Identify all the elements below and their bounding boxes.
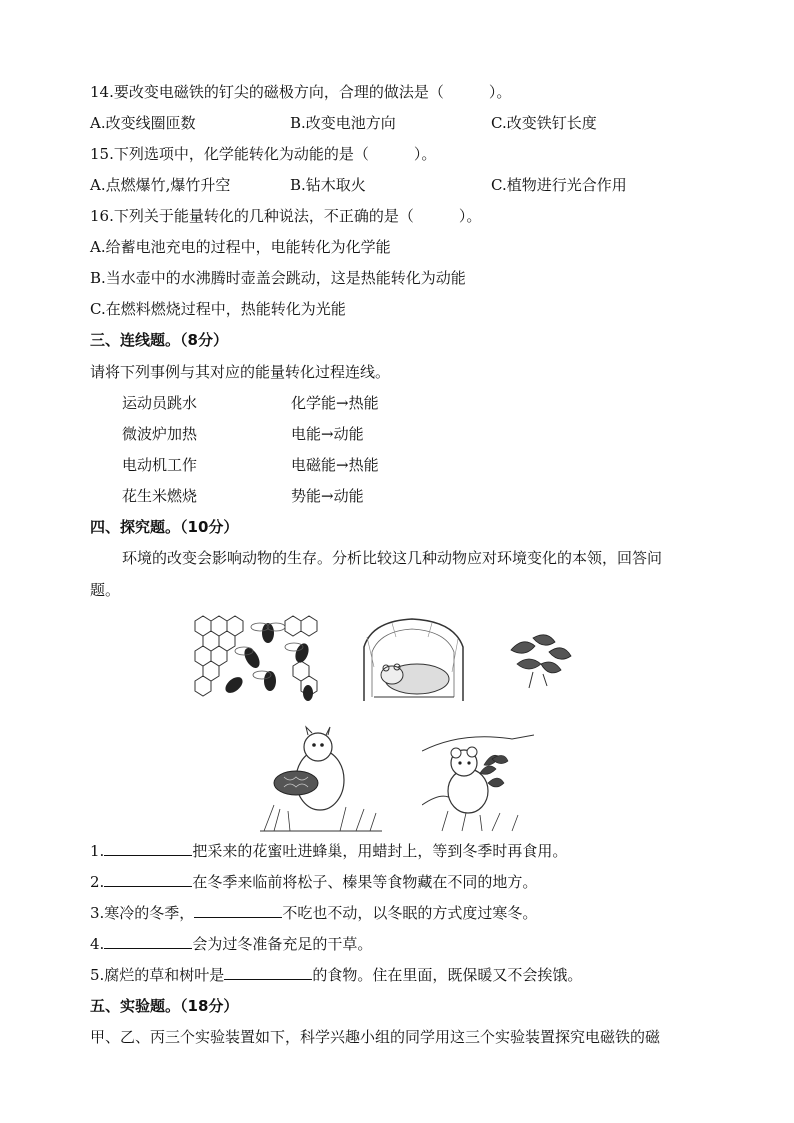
section5-title: 五、实验题。（18分） (90, 997, 239, 1015)
match-left-item: 电动机工作 (122, 456, 198, 474)
answer-blank-4[interactable] (104, 934, 192, 949)
item-4-prefix: 4. (90, 935, 105, 953)
answer-blank-2[interactable] (104, 872, 192, 887)
item-3-text: 不吃也不动，以冬眠的方式度过寒冬。 (282, 904, 538, 922)
section4-intro-line2: 题。 (90, 581, 121, 599)
pika-with-grass-illustration (422, 721, 534, 833)
q15-option-a: A.点燃爆竹,爆竹升空 (90, 176, 231, 194)
q16-option-a: A.给蓄电池充电的过程中，电能转化为化学能 (90, 238, 391, 256)
match-left-item: 运动员跳水 (122, 394, 198, 412)
match-right-item: 电能→动能 (291, 425, 364, 443)
section3-title: 三、连线题。（8分） (90, 331, 228, 349)
match-right-item: 电磁能→热能 (291, 456, 379, 474)
hibernating-bear-illustration (362, 617, 465, 702)
q16-stem: 16.下列关于能量转化的几种说法，不正确的是（ ）。 (90, 207, 482, 225)
q16-option-c: C.在燃料燃烧过程中，热能转化为光能 (90, 300, 346, 318)
item-2-text: 在冬季来临前将松子、榛果等食物藏在不同的地方。 (192, 873, 538, 891)
item-4-text: 会为过冬准备充足的干草。 (192, 935, 373, 953)
dead-leaves-illustration (503, 628, 575, 690)
item-3-prefix: 3.寒冷的冬季， (90, 904, 195, 922)
q15-stem: 15.下列选项中，化学能转化为动能的是（ ）。 (90, 145, 437, 163)
answer-blank-1[interactable] (104, 841, 192, 856)
fill-in-item-3 (90, 903, 537, 923)
q15-option-c: C.植物进行光合作用 (491, 176, 627, 194)
answer-blank-5[interactable] (224, 965, 312, 980)
match-left-item: 微波炉加热 (122, 425, 198, 443)
fill-in-item-4 (90, 934, 372, 954)
answer-blank-3[interactable] (194, 903, 282, 918)
q16-option-b: B.当水壶中的水沸腾时壶盖会跳动，这是热能转化为动能 (90, 269, 466, 287)
q14-option-a: A.改变线圈匝数 (90, 114, 196, 132)
fill-in-item-2 (90, 872, 537, 892)
section4-title: 四、探究题。（10分） (90, 518, 239, 536)
item-2-prefix: 2. (90, 873, 105, 891)
q14-option-c: C.改变铁钉长度 (491, 114, 597, 132)
match-right-item: 化学能→热能 (291, 394, 379, 412)
q14-option-b: B.改变电池方向 (290, 114, 396, 132)
item-1-text: 把采来的花蜜吐进蜂巢，用蜡封上，等到冬季时再食用。 (192, 842, 568, 860)
q14-stem: 14.要改变电磁铁的钉尖的磁极方向，合理的做法是（ ）。 (90, 83, 512, 101)
section3-instruction: 请将下列事例与其对应的能量转化过程连线。 (90, 363, 391, 381)
section5-line1: 甲、乙、丙三个实验装置如下，科学兴趣小组的同学用这三个实验装置探究电磁铁的磁 (90, 1028, 661, 1046)
bees-honeycomb-illustration (190, 613, 322, 701)
item-1-prefix: 1. (90, 842, 105, 860)
item-5-prefix: 5.腐烂的草和树叶是 (90, 966, 225, 984)
section4-intro-line1: 环境的改变会影响动物的生存。分析比较这几种动物应对环境变化的本领，回答问 (122, 549, 663, 567)
q15-option-b: B.钻木取火 (290, 176, 366, 194)
squirrel-with-pinecone-illustration (260, 725, 382, 833)
item-5-text: 的食物。住在里面，既保暖又不会挨饿。 (312, 966, 583, 984)
fill-in-item-5 (90, 965, 582, 985)
match-right-item: 势能→动能 (291, 487, 364, 505)
fill-in-item-1 (90, 841, 567, 861)
match-left-item: 花生米燃烧 (122, 487, 198, 505)
